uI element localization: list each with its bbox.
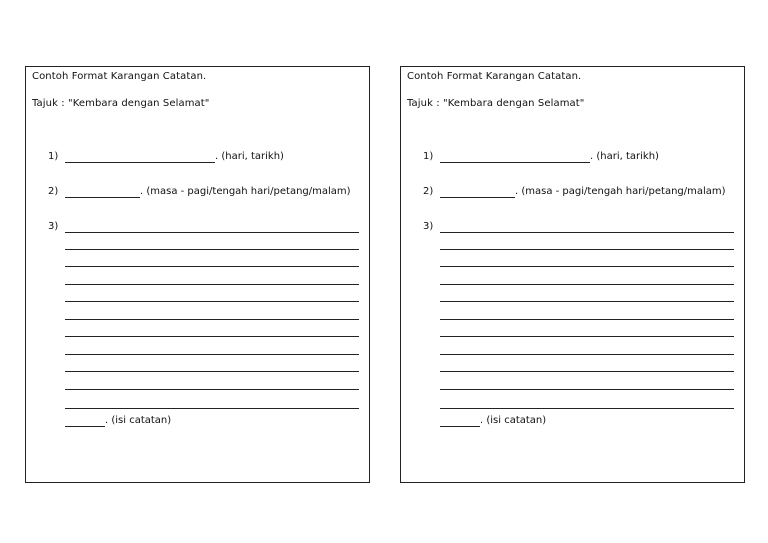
item-3-line	[440, 319, 734, 320]
item-3-line	[440, 389, 734, 390]
item-1-note: . (hari, tarikh)	[590, 151, 659, 162]
item-3-line	[65, 389, 359, 390]
item-3-line	[65, 408, 359, 409]
item-2-note: . (masa - pagi/tengah hari/petang/malam)	[140, 186, 351, 197]
item-3-line	[65, 371, 359, 372]
item-2-blank-line	[65, 197, 140, 198]
item-3-line	[65, 266, 359, 267]
item-3-number: 3)	[48, 221, 59, 232]
item-3-number: 3)	[423, 221, 434, 232]
item-3-line	[65, 249, 359, 250]
card-title: Tajuk : "Kembara dengan Selamat"	[32, 98, 210, 109]
item-3-line	[440, 232, 734, 233]
item-3-line	[440, 266, 734, 267]
format-card-left	[25, 66, 370, 483]
item-3-line	[440, 284, 734, 285]
item-3-line	[440, 408, 734, 409]
item-3-line	[440, 371, 734, 372]
item-3-note: . (isi catatan)	[480, 415, 547, 426]
card-heading: Contoh Format Karangan Catatan.	[32, 71, 207, 82]
item-3-line	[65, 301, 359, 302]
item-1-blank-line	[65, 162, 215, 163]
item-1-blank-line	[440, 162, 590, 163]
item-2-note: . (masa - pagi/tengah hari/petang/malam)	[515, 186, 726, 197]
item-3-short-line	[440, 426, 480, 427]
item-3-note: . (isi catatan)	[105, 415, 172, 426]
format-card-right	[400, 66, 745, 483]
item-3-line	[65, 232, 359, 233]
item-1-number: 1)	[48, 151, 59, 162]
item-3-line	[65, 336, 359, 337]
item-3-line	[440, 336, 734, 337]
item-1-note: . (hari, tarikh)	[215, 151, 284, 162]
item-3-line	[65, 354, 359, 355]
item-3-line	[440, 249, 734, 250]
card-heading: Contoh Format Karangan Catatan.	[407, 71, 582, 82]
item-1-number: 1)	[423, 151, 434, 162]
item-3-line	[65, 319, 359, 320]
item-3-short-line	[65, 426, 105, 427]
card-title: Tajuk : "Kembara dengan Selamat"	[407, 98, 585, 109]
item-2-number: 2)	[423, 186, 434, 197]
item-3-line	[65, 284, 359, 285]
item-3-line	[440, 354, 734, 355]
item-2-blank-line	[440, 197, 515, 198]
item-2-number: 2)	[48, 186, 59, 197]
item-3-line	[440, 301, 734, 302]
